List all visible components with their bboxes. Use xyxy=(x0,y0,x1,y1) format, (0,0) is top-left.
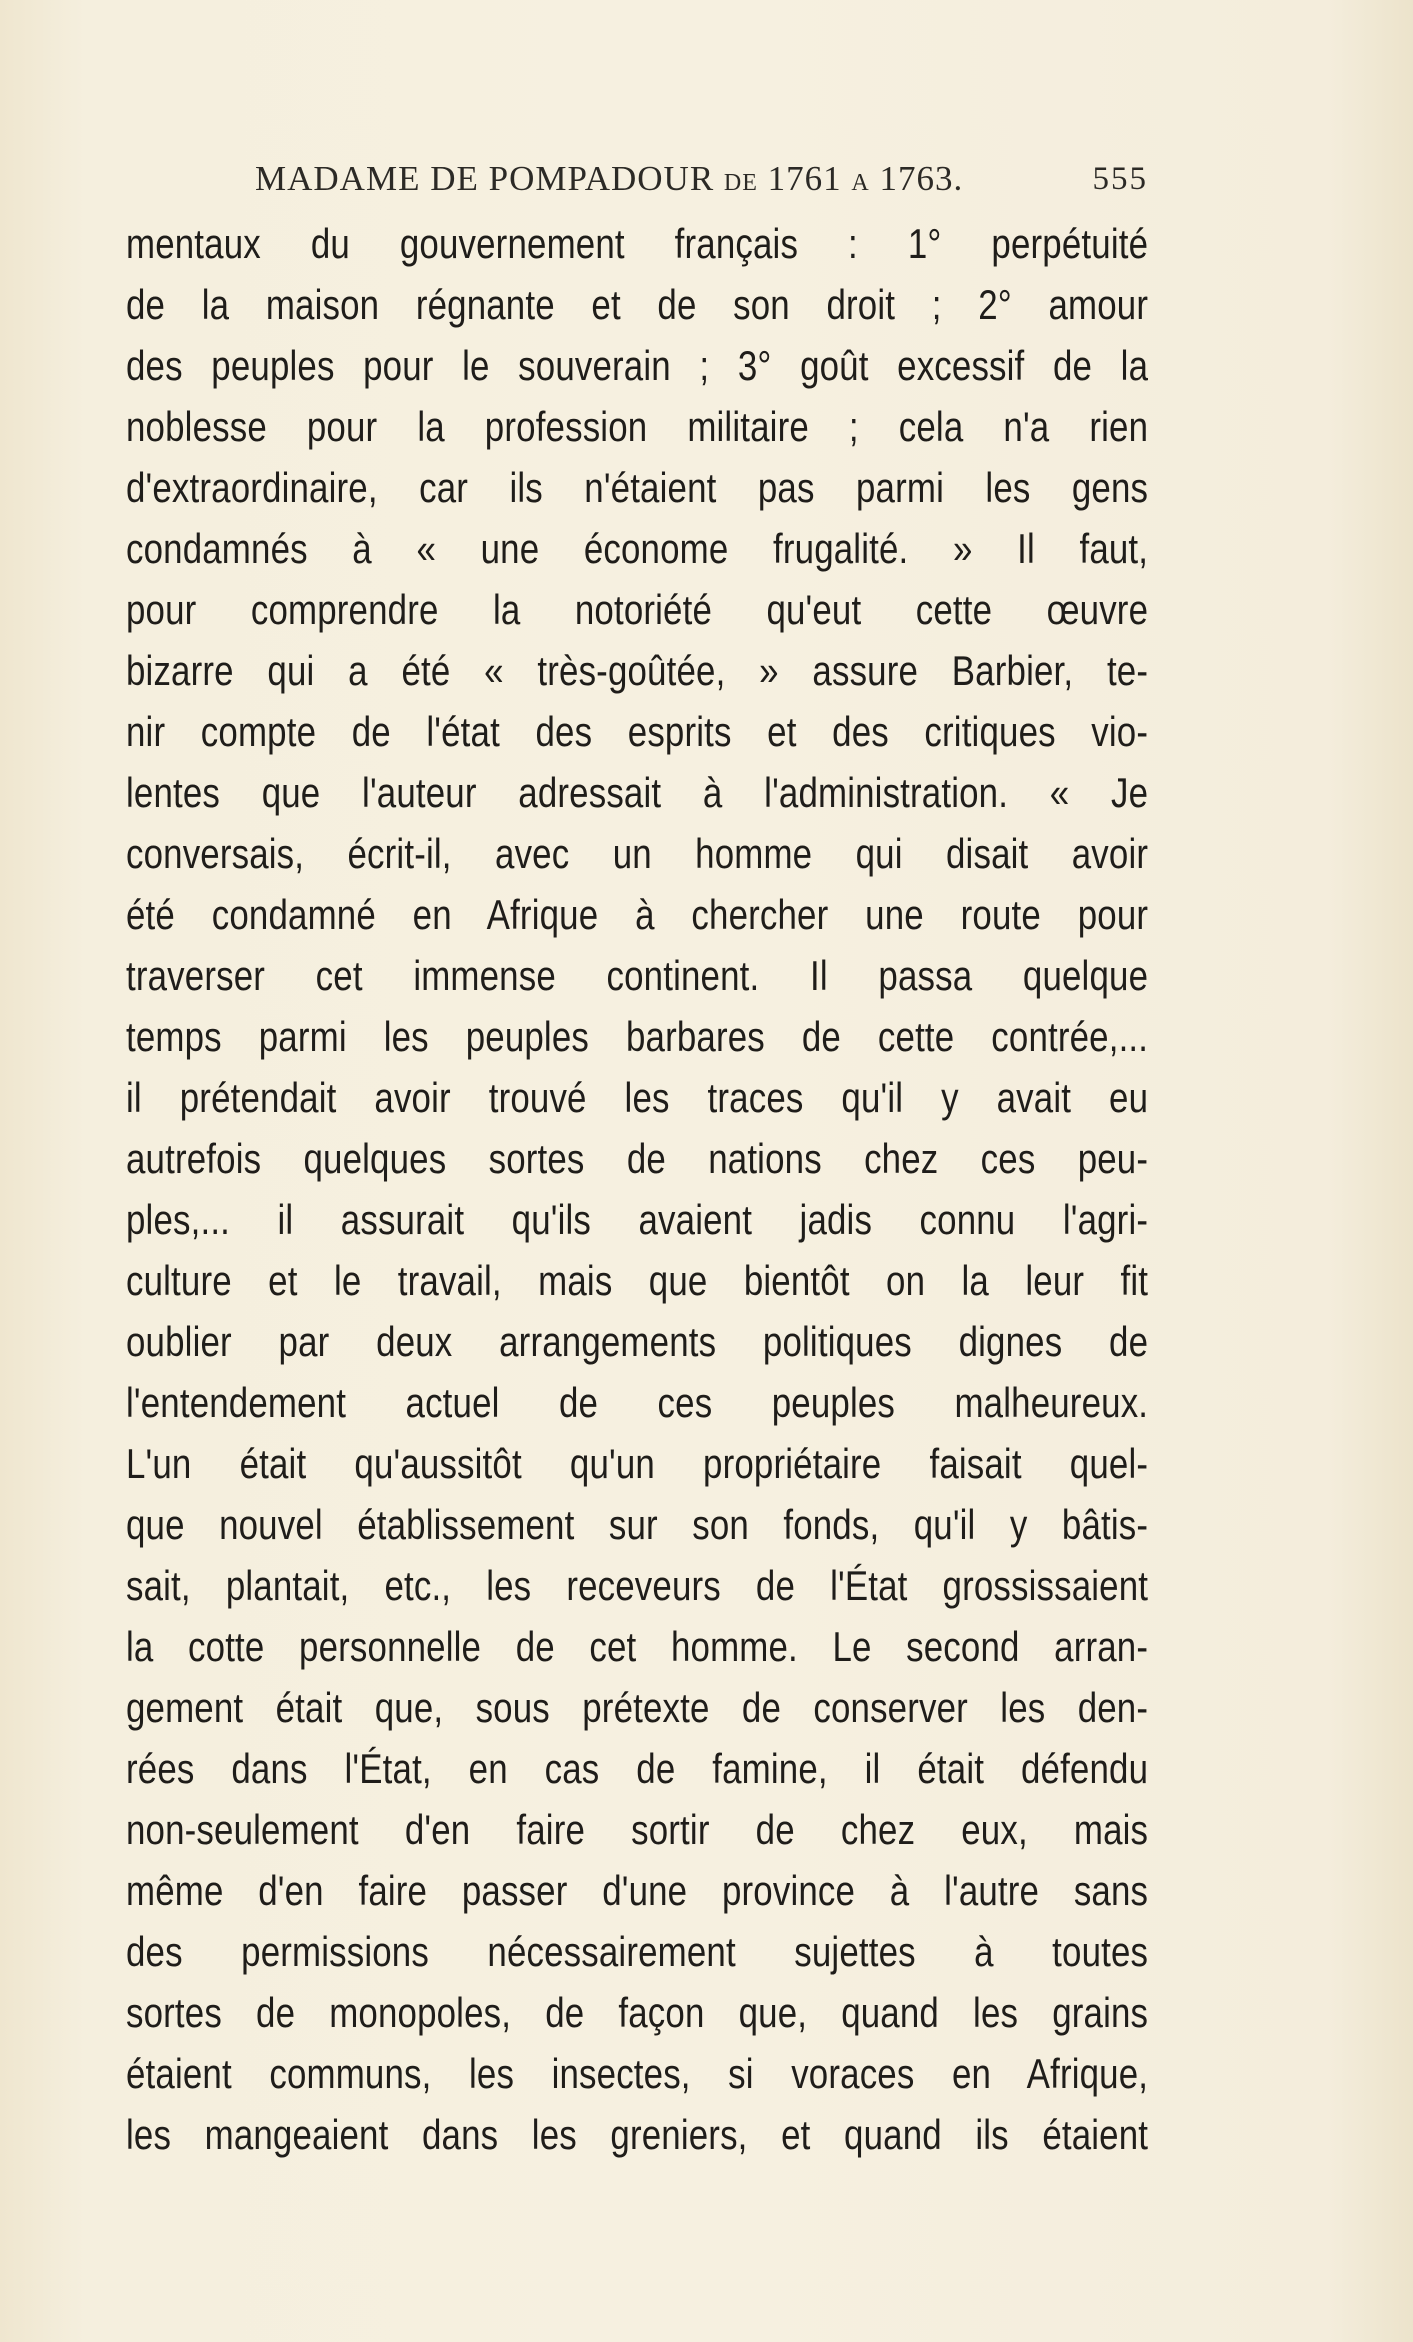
text-line: mentaux du gouvernement français : 1° perpétuité xyxy=(126,220,1149,267)
text-line: temps parmi les peuples barbares de cette contrée,... xyxy=(126,1013,1149,1060)
text-line: non-seulement d'en faire sortir de chez eux, mais xyxy=(126,1806,1149,1853)
text-line: condamnés à « une économe frugalité. » Il faut, xyxy=(126,525,1149,572)
text-line: sortes de monopoles, de façon que, quand les grains xyxy=(126,1989,1149,2036)
text-line: étaient communs, les insectes, si voraces en Afrique, xyxy=(126,2050,1149,2097)
page-header xyxy=(255,157,1148,201)
text-line: oublier par deux arrangements politiques dignes de xyxy=(126,1318,1149,1365)
text-line: des peuples pour le souverain ; 3° goût excessif de la xyxy=(126,342,1149,389)
text-line: culture et le travail, mais que bientôt on la leur fit xyxy=(126,1257,1149,1304)
text-line: la cotte personnelle de cet homme. Le second arran- xyxy=(126,1623,1149,1670)
running-title-de: DE xyxy=(723,170,758,196)
text-line: les mangeaient dans les greniers, et quand ils étaient xyxy=(126,2111,1149,2158)
page-number: 555 xyxy=(1092,161,1148,197)
text-line: de la maison régnante et de son droit ; 2° amour xyxy=(126,281,1149,328)
text-line: il prétendait avoir trouvé les traces qu'il y avait eu xyxy=(126,1074,1149,1121)
running-title-year-end: 1763. xyxy=(879,159,964,198)
running-title-year-start: 1761 xyxy=(767,159,842,198)
text-line: ples,... il assurait qu'ils avaient jadis connu l'agri- xyxy=(126,1196,1149,1243)
text-line: d'extraordinaire, car ils n'étaient pas parmi les gens xyxy=(126,464,1149,511)
running-title xyxy=(255,157,963,205)
text-line: même d'en faire passer d'une province à l'autre sans xyxy=(126,1867,1149,1914)
text-line: nir compte de l'état des esprits et des critiques vio- xyxy=(126,708,1149,755)
running-title-a: A xyxy=(851,170,870,196)
text-line: L'un était qu'aussitôt qu'un propriétaire faisait quel- xyxy=(126,1440,1149,1487)
text-line: bizarre qui a été « très-goûtée, » assure Barbier, te- xyxy=(126,647,1149,694)
text-line: pour comprendre la notoriété qu'eut cette œuvre xyxy=(126,586,1149,633)
body-text xyxy=(126,213,1148,2165)
running-title-main: MADAME DE POMPADOUR xyxy=(255,159,715,198)
text-line: noblesse pour la profession militaire ; cela n'a rien xyxy=(126,403,1149,450)
text-line: été condamné en Afrique à chercher une route pour xyxy=(126,891,1149,938)
text-line: lentes que l'auteur adressait à l'administration. « Je xyxy=(126,769,1149,816)
text-line: gement était que, sous prétexte de conserver les den- xyxy=(126,1684,1149,1731)
text-line: traverser cet immense continent. Il passa quelque xyxy=(126,952,1149,999)
text-line: autrefois quelques sortes de nations chez ces peu- xyxy=(126,1135,1149,1182)
text-line: sait, plantait, etc., les receveurs de l'État grossissaient xyxy=(126,1562,1149,1609)
text-line: des permissions nécessairement sujettes à toutes xyxy=(126,1928,1149,1975)
text-line: l'entendement actuel de ces peuples malheureux. xyxy=(126,1379,1149,1426)
text-line: rées dans l'État, en cas de famine, il était défendu xyxy=(126,1745,1149,1792)
text-line: conversais, écrit-il, avec un homme qui disait avoir xyxy=(126,830,1149,877)
text-line: que nouvel établissement sur son fonds, qu'il y bâtis- xyxy=(126,1501,1149,1548)
